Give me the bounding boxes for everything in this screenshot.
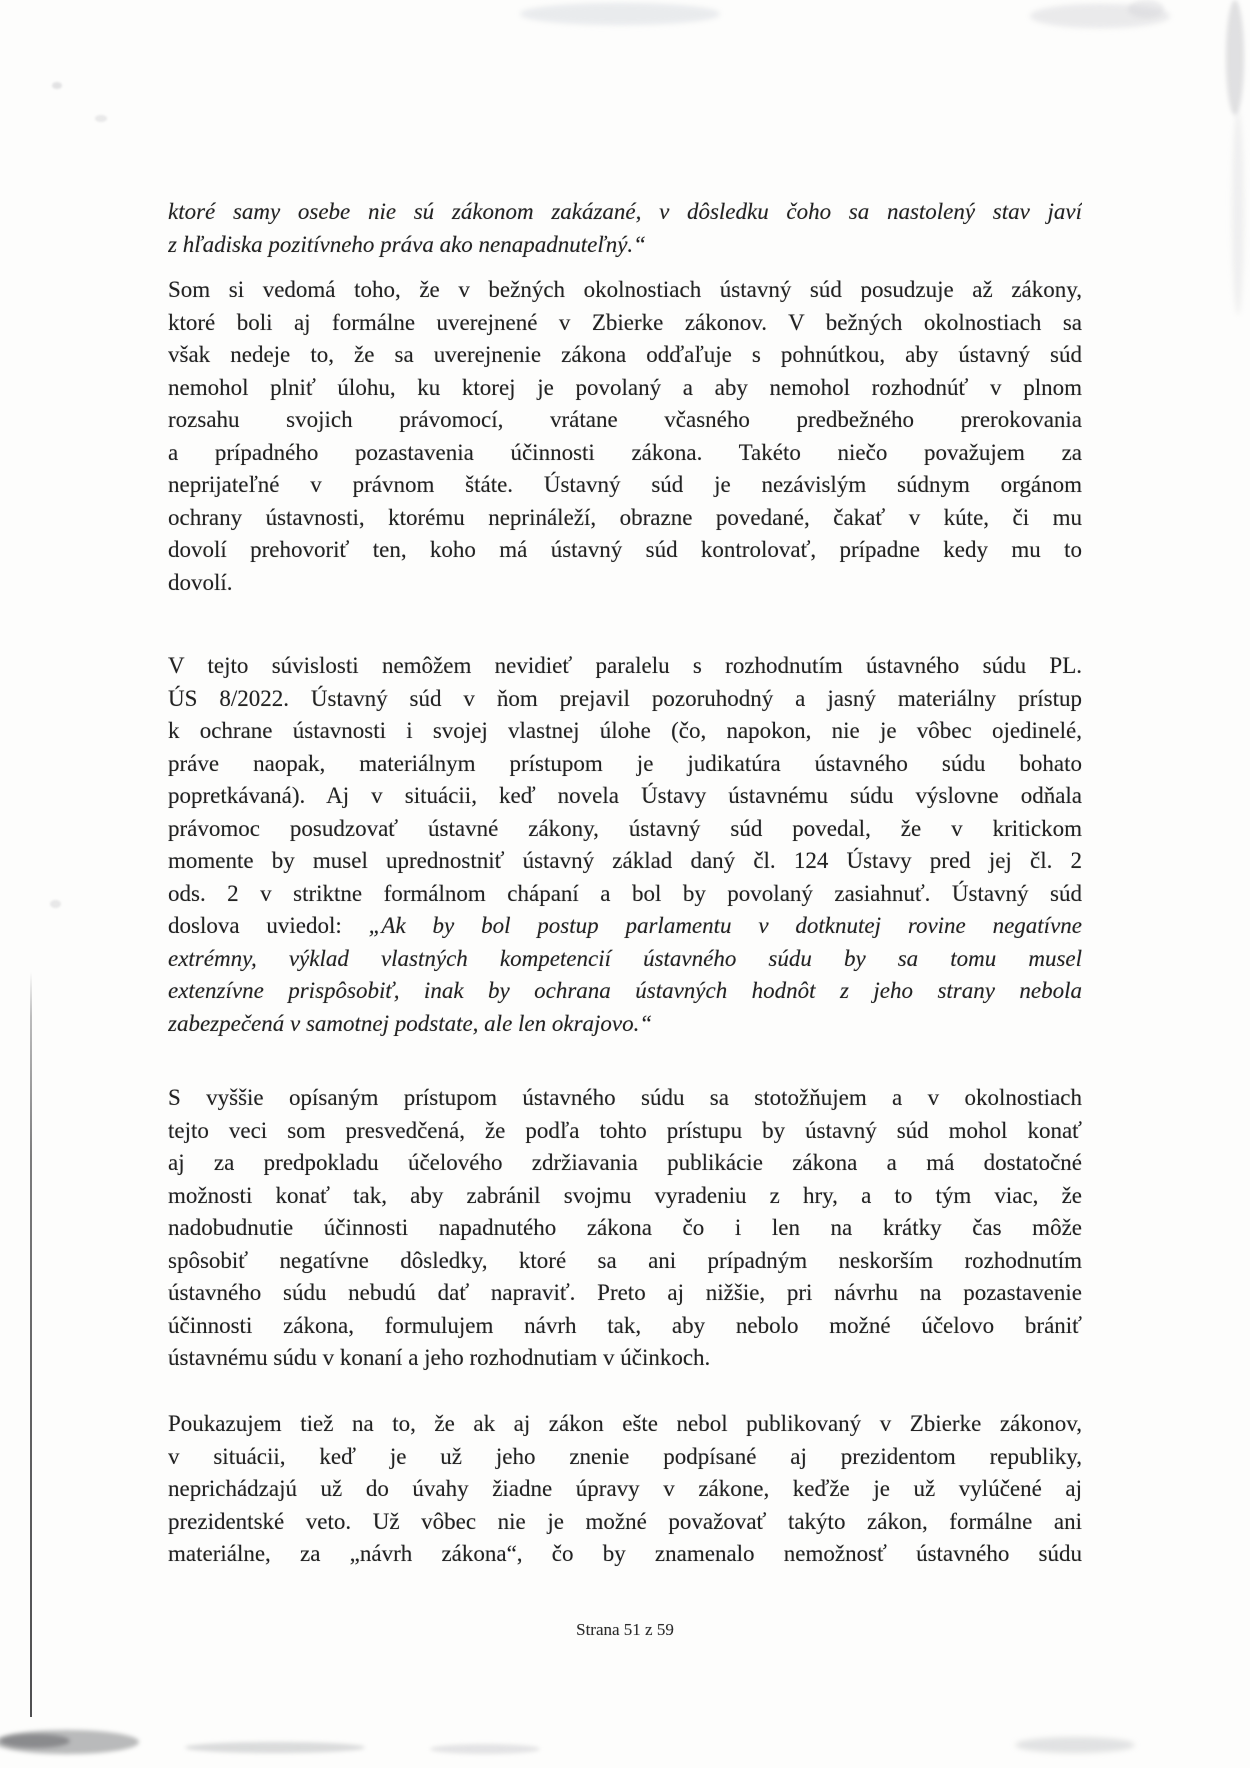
text-line: k ochrane ústavnosti i svojej vlastnej úlohe (čo, napokon, nie je vôbec ojedinelé, [168,718,1082,743]
text-line: neprijateľné v právnom štáte. Ústavný súd je nezávislým súdnym orgánom [168,472,1082,497]
text-line: doslova uviedol: „Ak by bol postup parlamentu v dotknutej rovine negatívne [168,913,1082,938]
text-line: a prípadného pozastavenia účinnosti zákona. Takéto niečo považujem za [168,439,1082,465]
text-line: extenzívne prispôsobiť, inak by ochrana ústavných hodnôt z jeho strany nebola [168,978,1082,1003]
paragraph-poukazujem-tiez [168,1408,1082,1571]
text-line: S vyššie opísaným prístupom ústavného súdu sa stotožňujem a v okolnostiach [168,1085,1082,1110]
text-line: v situácii, keď je už jeho znenie podpísané aj prezidentom republiky, [168,1443,1082,1469]
text-line: rozsahu svojich právomocí, vrátane včasného predbežného prerokovania [168,407,1082,432]
paragraph-quote-continuation [168,196,1082,261]
scan-artifact-left-vertical-line [30,972,32,1717]
text-line: popretkávaná). Aj v situácii, keď novela Ústavy ústavnému súdu výslovne odňala [168,783,1082,808]
scan-artifact-bottom-smudge [430,1744,540,1754]
text-line: však nedeje to, že sa uverejnenie zákona odďaľuje s pohnútkou, aby ústavný súd [168,342,1082,367]
page-number-footer: Strana 51 z 59 [576,1620,674,1639]
text-line: ktoré samy osebe nie sú zákonom zakázané, v dôsledku čoho sa nastolený stav javí [168,199,1082,224]
text-line: ochrany ústavnosti, ktorému neprináleží, obrazne povedané, čakať v kúte, či mu [168,504,1082,530]
text-line: aj za predpokladu účelového zdržiavania publikácie zákona a má dostatočné [168,1150,1082,1175]
scan-artifact-bottom-smudge [185,1742,365,1753]
text-line: nemohol plniť úlohu, ku ktorej je povolaný a aby nemohol rozhodnúť v plnom [168,374,1082,400]
text-line: účinnosti zákona, formulujem návrh tak, aby nebolo možné účelovo brániť [168,1312,1082,1338]
text-line: tejto veci som presvedčená, že podľa tohto prístupu by ústavný súd mohol konať [168,1117,1082,1143]
text-line: prezidentské veto. Už vôbec nie je možné považovať takýto zákon, formálne ani [168,1508,1082,1534]
text-line: Som si vedomá toho, že v bežných okolnostiach ústavný súd posudzuje až zákony, [168,277,1082,302]
scan-artifact-right-edge-streak [1226,0,1244,115]
text-line: spôsobiť negatívne dôsledky, ktoré sa ani prípadným neskorším rozhodnutím [168,1247,1082,1273]
text-line: ústavného súdu nebudú dať napraviť. Preto aj nižšie, pri návrhu na pozastavenie [168,1280,1082,1305]
text-line: extrémny, výklad vlastných kompetencií ústavného súdu by sa tomu musel [168,945,1082,971]
text-line: zabezpečená v samotnej podstate, ale len okrajovo.“ [168,1010,653,1036]
scan-artifact-speck [50,900,61,908]
scan-artifact-right-edge-streak-faint [1232,110,1244,315]
text-line: ktoré boli aj formálne uverejnené v Zbierke zákonov. V bežných okolnostiach sa [168,309,1082,335]
text-line: nadobudnutie účinnosti napadnutého zákona čo i len na krátky čas môže [168,1215,1082,1240]
text-line: dovolí. [168,569,233,595]
text-line: momente by musel uprednostniť ústavný základ daný čl. 124 Ústavy pred jej čl. 2 [168,848,1082,873]
text-line: právomoc posudzovať ústavné zákony, ústavný súd povedal, že v kritickom [168,815,1082,841]
scan-artifact-top-right-smudge [1030,4,1170,28]
scan-artifact-bottom-left-blob-dark [0,1734,70,1748]
text-line: neprichádzajú už do úvahy žiadne úpravy v zákone, keďže je už vylúčené aj [168,1476,1082,1501]
scan-artifact-bottom-left-blob [0,1730,139,1754]
scan-artifact-top-corner-smudge [1128,0,1164,18]
text-line: materiálne, za „návrh zákona“, čo by znamenalo nemožnosť ústavného súdu [168,1541,1082,1566]
scan-artifact-speck [95,115,107,122]
text-line: Poukazujem tiež na to, že ak aj zákon ešte nebol publikovaný v Zbierke zákonov, [168,1411,1082,1436]
scan-artifact-speck [52,82,62,89]
paragraph-s-vyssie-opisanym [168,1082,1082,1375]
text-line: ÚS 8/2022. Ústavný súd v ňom prejavil pozoruhodný a jasný materiálny prístup [168,685,1082,711]
paragraph-v-tejto-suvislosti [168,650,1082,1040]
text-line: z hľadiska pozitívneho práva ako nenapadnuteľný.“ [168,231,646,257]
paragraph-som-si-vedoma [168,274,1082,599]
text-line: práve naopak, materiálnym prístupom je judikatúra ústavného súdu bohato [168,750,1082,776]
text-line: ústavnému súdu v konaní a jeho rozhodnutiam v účinkoch. [168,1345,711,1370]
text-line: ods. 2 v striktne formálnom chápaní a bol by povolaný zasiahnuť. Ústavný súd [168,880,1082,906]
text-line: V tejto súvislosti nemôžem nevidieť paralelu s rozhodnutím ústavného súdu PL. [168,653,1082,678]
scan-artifact-bottom-right-smudge [1015,1737,1135,1753]
scan-artifact-top-smudge [520,3,720,25]
text-line: možnosti konať tak, aby zabránil svojmu vyradeniu z hry, a to tým viac, že [168,1182,1082,1208]
text-line: dovolí prehovoriť ten, koho má ústavný súd kontrolovať, prípadne kedy mu to [168,537,1082,562]
